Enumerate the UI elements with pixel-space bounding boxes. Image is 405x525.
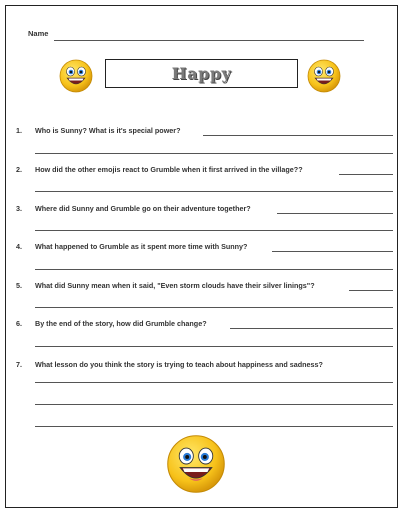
answer-line[interactable] (272, 251, 393, 252)
answer-line[interactable] (230, 328, 393, 329)
smiley-emoji-icon (307, 59, 341, 93)
answer-line[interactable] (35, 404, 393, 405)
answer-line[interactable] (35, 230, 393, 231)
smiley-emoji-icon (59, 59, 93, 93)
question-number: 4. (16, 242, 22, 251)
answer-line[interactable] (203, 135, 393, 136)
question-text: How did the other emojis react to Grumble when it first arrived in the village?? (35, 165, 303, 174)
question-text: Who is Sunny? What is it's special power? (35, 126, 181, 135)
answer-line[interactable] (35, 426, 393, 427)
smiley-emoji-icon (166, 434, 226, 494)
name-label: Name (28, 29, 49, 38)
question-number: 3. (16, 204, 22, 213)
question-text: What happened to Grumble as it spent more time with Sunny? (35, 242, 248, 251)
title-box (105, 59, 298, 88)
answer-line[interactable] (339, 174, 393, 175)
name-field[interactable] (54, 40, 364, 41)
question-text: Where did Sunny and Grumble go on their adventure together? (35, 204, 251, 213)
answer-line[interactable] (35, 346, 393, 347)
answer-line[interactable] (35, 269, 393, 270)
answer-line[interactable] (35, 191, 393, 192)
worksheet-page (5, 5, 398, 508)
question-number: 2. (16, 165, 22, 174)
question-text: What lesson do you think the story is trying to teach about happiness and sadness? (35, 360, 323, 369)
answer-line[interactable] (35, 307, 393, 308)
answer-line[interactable] (349, 290, 393, 291)
question-number: 1. (16, 126, 22, 135)
worksheet-title: Happy (171, 64, 232, 83)
answer-line[interactable] (277, 213, 393, 214)
answer-line[interactable] (35, 153, 393, 154)
question-text: By the end of the story, how did Grumble change? (35, 319, 207, 328)
question-number: 6. (16, 319, 22, 328)
question-text: What did Sunny mean when it said, "Even storm clouds have their silver linings"? (35, 281, 315, 290)
question-number: 5. (16, 281, 22, 290)
question-number: 7. (16, 360, 22, 369)
answer-line[interactable] (35, 382, 393, 383)
